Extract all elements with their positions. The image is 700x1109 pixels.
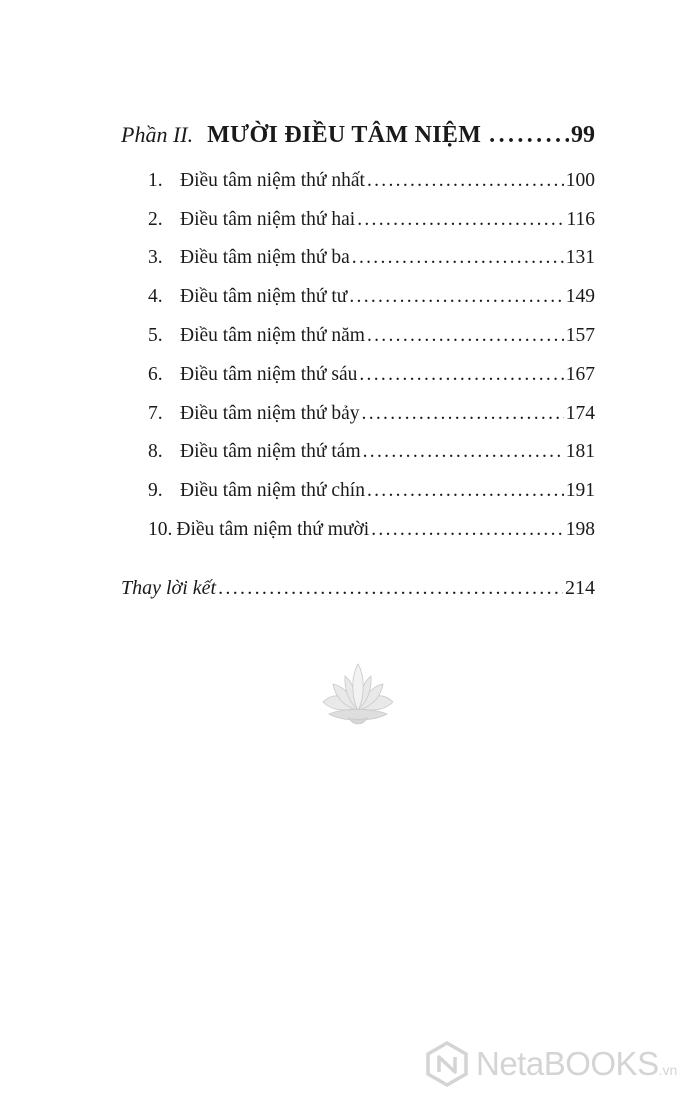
toc-entry[interactable] [148,403,595,425]
entry-title: Điều tâm niệm thứ chín [180,480,365,501]
watermark [424,1038,688,1090]
entry-number: 6. [148,364,163,385]
watermark-suffix: .vn [658,1062,678,1078]
dot-leader [367,325,564,347]
lotus-icon [319,662,397,728]
entry-title: Điều tâm niệm thứ nhất [180,170,365,191]
entry-number: 1. [148,170,163,191]
watermark-text: NetaBOOKS.vn [476,1045,678,1082]
part-page-number: 99 [571,122,595,148]
entry-title: Điều tâm niệm thứ tư [180,286,348,307]
entry-title: Điều tâm niệm thứ hai [180,209,356,230]
closing-title: Thay lời kết [121,577,217,599]
toc-entry[interactable] [148,209,595,231]
dot-leader [349,286,563,308]
dot-leader [363,441,564,463]
entry-page-number: 100 [565,170,595,191]
entry-page-number: 116 [566,209,595,230]
toc-entry[interactable] [148,441,595,463]
dot-leader [489,122,569,149]
dot-leader [352,247,564,269]
entry-page-number: 181 [565,441,595,462]
dot-leader [218,577,563,600]
closing-page-number: 214 [565,577,595,599]
toc-entry[interactable] [148,170,595,192]
netabooks-logo-icon [424,1041,470,1087]
part-prefix: Phần II. [121,122,194,147]
entry-title: Điều tâm niệm thứ năm [180,325,365,346]
dot-leader [357,209,564,231]
part-title: MƯỜI ĐIỀU TÂM NIỆM [207,122,482,148]
entry-number: 2. [148,209,163,230]
entry-title: Điều tâm niệm thứ mười [176,519,370,540]
entry-page-number: 167 [565,364,595,385]
entry-title: Điều tâm niệm thứ tám [180,441,361,462]
entry-number: 4. [148,286,163,307]
entry-number: 8. [148,441,163,462]
entry-page-number: 131 [565,247,595,268]
entry-number: 3. [148,247,163,268]
entry-number: 9. [148,480,163,501]
entry-number: 10. [148,519,173,540]
entry-number: 7. [148,403,163,424]
toc-entry[interactable] [148,519,595,541]
dot-leader [367,480,564,502]
toc-entry[interactable] [148,480,595,502]
dot-leader [359,364,563,386]
dot-leader [367,170,564,192]
entry-page-number: 198 [565,519,595,540]
toc-entry[interactable] [148,247,595,269]
entry-title: Điều tâm niệm thứ sáu [180,364,358,385]
toc-entry[interactable] [148,364,595,386]
closing-entry[interactable] [121,577,595,600]
entry-title: Điều tâm niệm thứ bảy [180,403,360,424]
entry-title: Điều tâm niệm thứ ba [180,247,350,268]
dot-leader [362,403,564,425]
entry-page-number: 149 [565,286,595,307]
entry-page-number: 174 [565,403,595,424]
toc-entry[interactable] [148,325,595,347]
entry-number: 5. [148,325,163,346]
entry-page-number: 157 [565,325,595,346]
part-heading-entry[interactable] [121,122,595,149]
toc-entry[interactable] [148,286,595,308]
dot-leader [371,519,564,541]
entry-page-number: 191 [565,480,595,501]
